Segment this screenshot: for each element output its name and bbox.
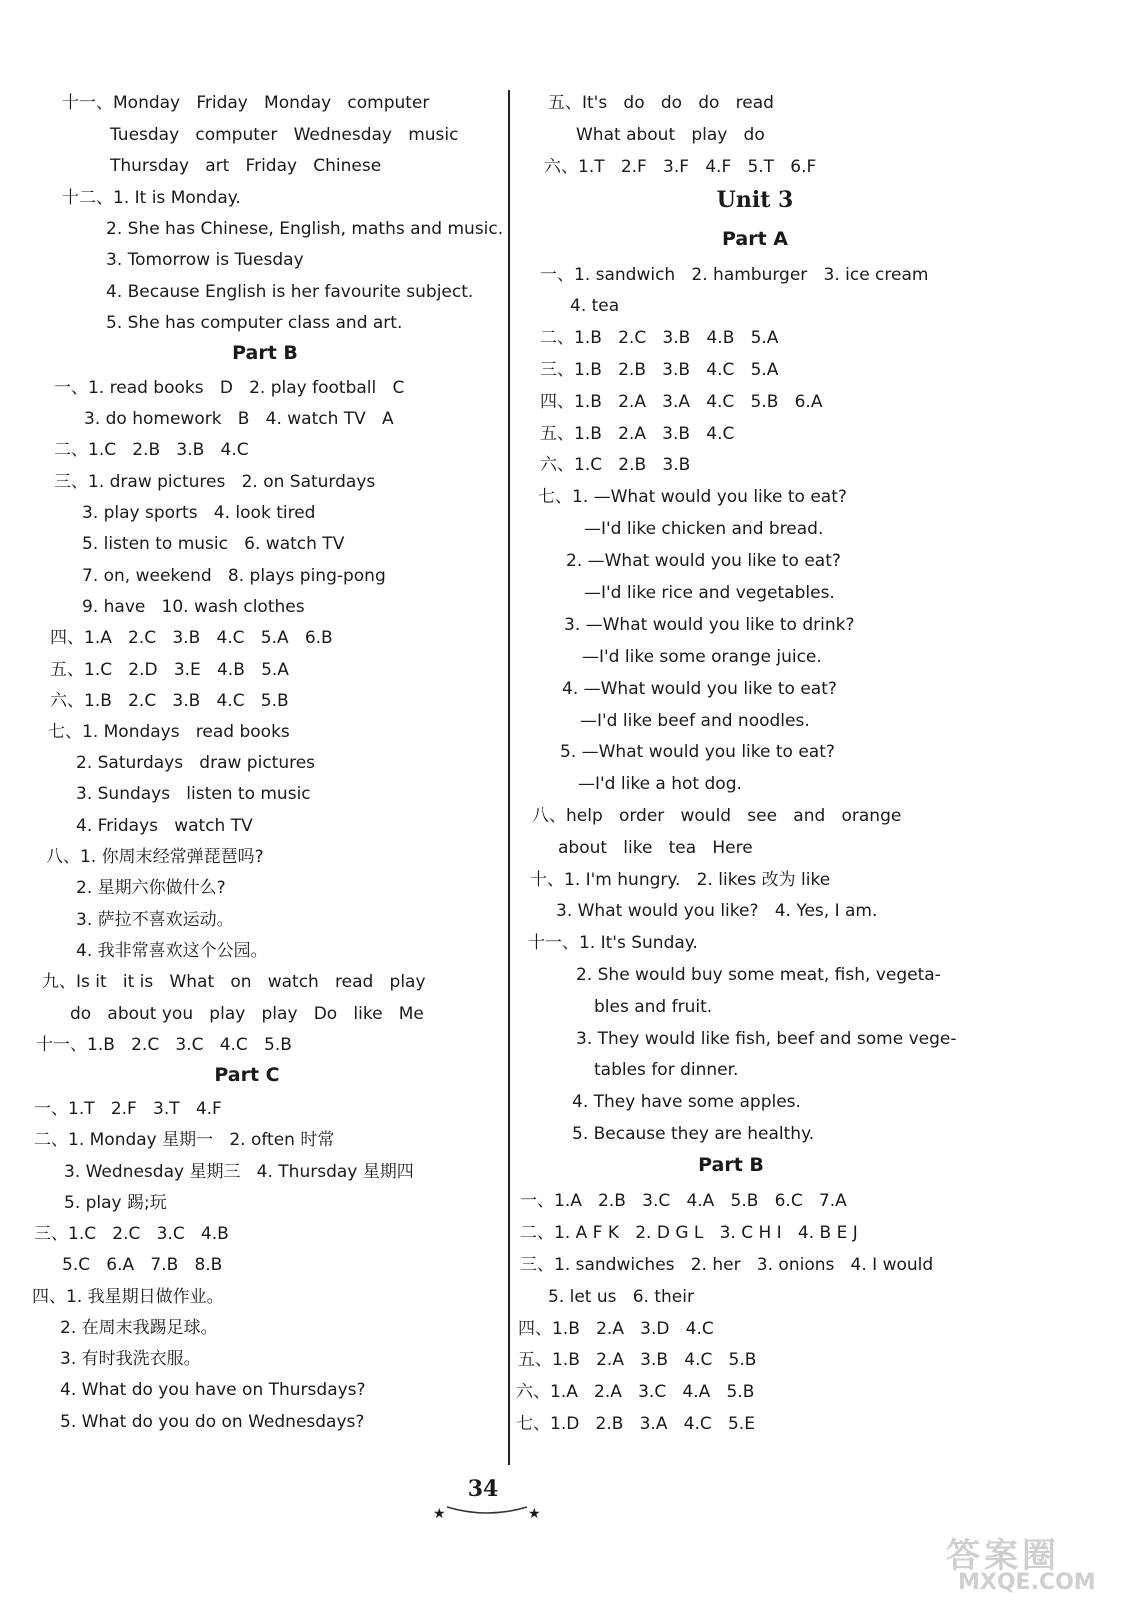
answer-line: 六、1.B 2.C 3.B 4.C 5.B	[50, 691, 289, 711]
answer-line: 四、1.A 2.C 3.B 4.C 5.A 6.B	[50, 628, 333, 648]
answer-line: Thursday art Friday Chinese	[110, 156, 382, 176]
answer-line: 三、1. sandwiches 2. her 3. onions 4. I would	[520, 1255, 934, 1275]
answer-line: 六、1.A 2.A 3.C 4.A 5.B	[516, 1382, 755, 1402]
answer-line: 4. Because English is her favourite subject.	[106, 282, 474, 302]
section-heading: Part A	[721, 228, 788, 250]
unit-heading: Unit 3	[716, 187, 794, 213]
answer-line: 十一、1.B 2.C 3.C 4.C 5.B	[36, 1035, 292, 1055]
answer-line: 二、1. A F K 2. D G L 3. C H I 4. B E J	[520, 1223, 858, 1243]
star-icon: ★	[528, 1506, 541, 1522]
swoosh-decoration	[445, 1503, 529, 1517]
answer-line: 3. They would like fish, beef and some vege-	[576, 1029, 957, 1049]
answer-line: 2. She would buy some meat, fish, vegeta-	[576, 965, 941, 985]
answer-line: 3. do homework B 4. watch TV A	[84, 409, 394, 429]
answer-line: 4. They have some apples.	[572, 1092, 801, 1112]
answer-line: 3. Wednesday 星期三 4. Thursday 星期四	[64, 1162, 414, 1182]
section-heading: Part B	[698, 1154, 764, 1176]
answer-line: about like tea Here	[558, 838, 753, 858]
answer-line: 4. 我非常喜欢这个公园。	[76, 941, 268, 961]
answer-line: tables for dinner.	[594, 1060, 739, 1080]
column-divider	[508, 90, 510, 1465]
answer-line: —I'd like beef and noodles.	[580, 711, 810, 731]
answer-line: 五、1.C 2.D 3.E 4.B 5.A	[50, 660, 289, 680]
answer-line: 4. What do you have on Thursdays?	[60, 1380, 366, 1400]
answer-line: 一、1. read books D 2. play football C	[54, 378, 405, 398]
answer-line: 三、1. draw pictures 2. on Saturdays	[54, 472, 376, 492]
answer-line: 4. —What would you like to eat?	[562, 679, 837, 699]
answer-line: 3. What would you like? 4. Yes, I am.	[556, 901, 878, 921]
answer-line: 5. —What would you like to eat?	[560, 742, 835, 762]
answer-line: 七、1. Mondays read books	[48, 722, 290, 742]
answer-line: 2. She has Chinese, English, maths and music.	[106, 219, 504, 239]
star-icon: ★	[433, 1506, 446, 1522]
answer-line: 5. She has computer class and art.	[106, 313, 403, 333]
answer-line: —I'd like rice and vegetables.	[584, 583, 835, 603]
answer-line: 四、1. 我星期日做作业。	[32, 1287, 224, 1307]
answer-line: 二、1.B 2.C 3.B 4.B 5.A	[540, 328, 779, 348]
answer-line: 十一、1. It's Sunday.	[528, 933, 698, 953]
answer-line: What about play do	[576, 125, 765, 145]
answer-line: 3. Sundays listen to music	[76, 784, 311, 804]
answer-line: 九、Is it it is What on watch read play	[42, 972, 426, 992]
answer-line: 一、1.A 2.B 3.C 4.A 5.B 6.C 7.A	[520, 1191, 847, 1211]
section-heading: Part B	[232, 342, 298, 364]
watermark-logo-text: 答案圈	[946, 1536, 1060, 1576]
answer-line: 7. on, weekend 8. plays ping-pong	[82, 566, 386, 586]
answer-line: 五、It's do do do read	[548, 93, 774, 113]
answer-line: 十二、1. It is Monday.	[62, 188, 241, 208]
answer-line: 四、1.B 2.A 3.A 4.C 5.B 6.A	[540, 392, 823, 412]
answer-line: 二、1.C 2.B 3.B 4.C	[54, 440, 249, 460]
answer-line: 2. 在周末我踢足球。	[60, 1318, 218, 1338]
answer-line: 八、1. 你周末经常弹琵琶吗?	[46, 847, 264, 867]
answer-line: 五、1.B 2.A 3.B 4.C 5.B	[518, 1350, 757, 1370]
answer-line: bles and fruit.	[594, 997, 713, 1017]
answer-line: —I'd like a hot dog.	[578, 774, 742, 794]
watermark	[946, 1528, 1126, 1596]
answer-line: 六、1.T 2.F 3.F 4.F 5.T 6.F	[544, 157, 817, 177]
answer-line: 5.C 6.A 7.B 8.B	[62, 1255, 223, 1275]
answer-line: 5. What do you do on Wednesdays?	[60, 1412, 365, 1432]
answer-line: 十一、Monday Friday Monday computer	[62, 93, 430, 113]
answer-line: 三、1.C 2.C 3.C 4.B	[34, 1224, 229, 1244]
page-number: 34	[467, 1476, 499, 1502]
answer-line: 2. 星期六你做什么?	[76, 878, 226, 898]
answer-line: 3. —What would you like to drink?	[564, 615, 855, 635]
answer-line: 5. play 踢;玩	[64, 1193, 167, 1213]
answer-line: 9. have 10. wash clothes	[82, 597, 305, 617]
answer-line: 一、1. sandwich 2. hamburger 3. ice cream	[540, 265, 929, 285]
answer-line: 五、1.B 2.A 3.B 4.C	[540, 424, 735, 444]
answer-line: 5. listen to music 6. watch TV	[82, 534, 345, 554]
answer-line: 3. 萨拉不喜欢运动。	[76, 910, 234, 930]
answer-line: 5. let us 6. their	[548, 1287, 694, 1307]
answer-line: 4. tea	[570, 296, 620, 316]
answer-line: 三、1.B 2.B 3.B 4.C 5.A	[540, 360, 779, 380]
answer-line: —I'd like some orange juice.	[582, 647, 822, 667]
answer-line: 2. Saturdays draw pictures	[76, 753, 316, 773]
answer-line: 3. 有时我洗衣服。	[60, 1349, 201, 1369]
answer-line: 一、1.T 2.F 3.T 4.F	[34, 1099, 222, 1119]
answer-line: —I'd like chicken and bread.	[584, 519, 824, 539]
answer-line: 十、1. I'm hungry. 2. likes 改为 like	[530, 870, 831, 890]
answer-line: 八、help order would see and orange	[532, 806, 902, 826]
answer-line: 六、1.C 2.B 3.B	[540, 455, 691, 475]
answer-line: 七、1. —What would you like to eat?	[538, 487, 847, 507]
answer-line: do about you play play Do like Me	[70, 1004, 424, 1024]
answer-line: Tuesday computer Wednesday music	[110, 125, 459, 145]
answer-line: 4. Fridays watch TV	[76, 816, 253, 836]
answer-line: 5. Because they are healthy.	[572, 1124, 815, 1144]
answer-line: 2. —What would you like to eat?	[566, 551, 841, 571]
section-heading: Part C	[214, 1064, 280, 1086]
watermark-url: MXQE.COM	[958, 1570, 1096, 1595]
answer-line: 3. Tomorrow is Tuesday	[106, 250, 304, 270]
answer-line: 3. play sports 4. look tired	[82, 503, 316, 523]
answer-line: 七、1.D 2.B 3.A 4.C 5.E	[516, 1414, 755, 1434]
answer-line: 四、1.B 2.A 3.D 4.C	[518, 1319, 714, 1339]
answer-line: 二、1. Monday 星期一 2. often 时常	[34, 1130, 335, 1150]
